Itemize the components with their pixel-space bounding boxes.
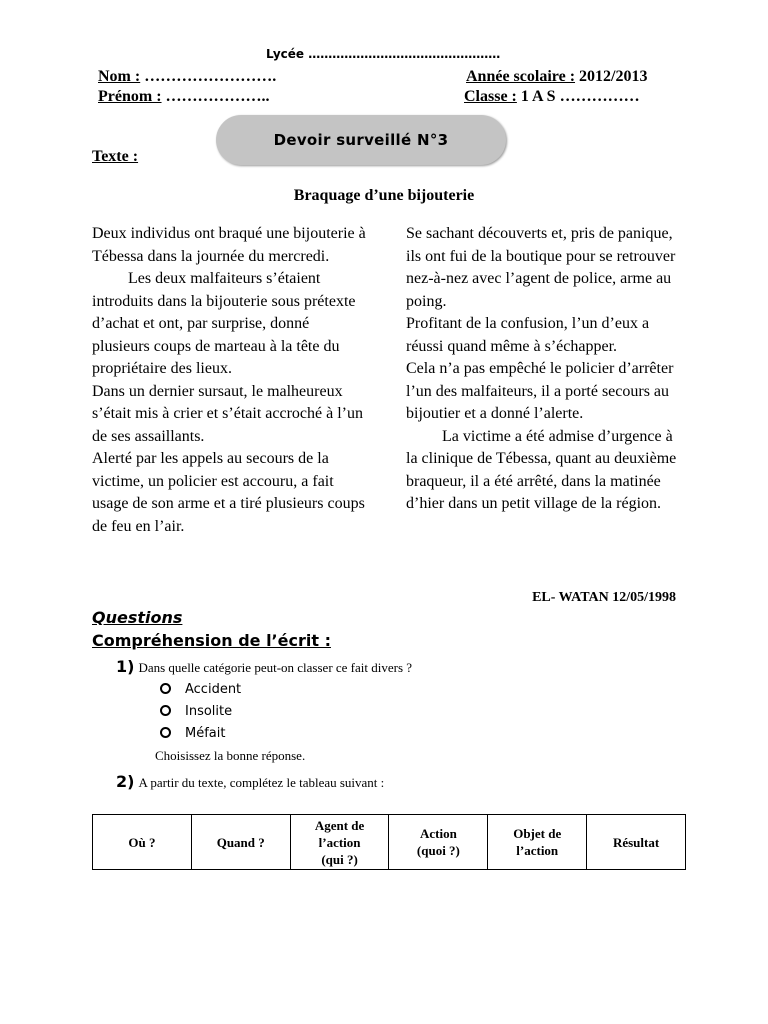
texte-label: Texte : (92, 148, 139, 165)
page-title: Devoir surveillé N°3 (273, 131, 449, 149)
annee-value: 2012/2013 (575, 68, 648, 85)
prenom-label: Prénom : (98, 88, 162, 105)
question-2 (116, 772, 384, 792)
header-action: Action (quoi ?) (389, 815, 488, 870)
option-label: Méfait (185, 726, 226, 741)
classe-line (464, 88, 640, 106)
paragraph: Les deux malfaiteurs s’étaient introduits dans la bijouterie sous prétexte d’achat et ont, par surprise, donné plusieurs coups de marteau à la tête du propriétaire des lieux. (92, 270, 356, 377)
prenom-value: ……………….. (161, 88, 270, 105)
nom-value: ……………………. (140, 68, 277, 85)
instruction-text: Choisissez la bonne réponse. (155, 748, 306, 763)
option-insolite (160, 704, 232, 719)
paragraph: Dans un dernier sursaut, le malheureux s’était mis à crier et s’était accroché à l’un de ses assaillants. (92, 382, 363, 445)
header-resultat: Résultat (587, 815, 686, 870)
header-objet: Objet de l’action (488, 815, 587, 870)
classe-label: Classe : (464, 88, 517, 105)
option-label: Accident (185, 682, 242, 697)
question-text: A partir du texte, complétez le tableau suivant : (138, 775, 385, 790)
header-ou: Où ? (93, 815, 192, 870)
question-number: 2) (116, 772, 135, 791)
bullet-circle-icon (160, 683, 171, 694)
annee-line (466, 68, 647, 86)
question-number: 1) (116, 657, 135, 676)
title-pill (216, 115, 506, 165)
text-column-left (92, 223, 367, 538)
comprehension-heading: Compréhension de l’écrit : (92, 631, 331, 650)
lycee-line: Lycée ………………………………………… (266, 47, 501, 61)
header-agent: Agent de l’action (qui ?) (290, 815, 389, 870)
option-label: Insolite (185, 704, 233, 719)
questions-heading: Questions (92, 608, 183, 627)
prenom-line (98, 88, 270, 106)
source-citation: EL- WATAN 12/05/1998 (532, 590, 676, 605)
paragraph: Profitant de la confusion, l’un d’eux a réussi quand même à s’échapper. (406, 315, 650, 355)
bullet-circle-icon (160, 727, 171, 738)
article-title: Braquage d’une bijouterie (293, 187, 475, 204)
text-column-right (406, 223, 681, 516)
classe-value: 1 A S …………… (516, 88, 640, 105)
paragraph: Se sachant découverts et, pris de panique, ils ont fui de la boutique pour se retrouver nez-à-nez avec l’agent de police, arme au poing. (406, 225, 676, 310)
paragraph: La victime a été admise d’urgence à la clinique de Tébessa, quant au deuxième braqueur, il a été arrêté, dans la matinée d’hier dans un petit village de la région. (406, 427, 677, 512)
paragraph: Cela n’a pas empêché le policier d’arrêter l’un des malfaiteurs, il a porté secours au bijoutier et a donné l’alerte. (406, 360, 674, 422)
option-accident (160, 682, 241, 697)
option-mefait (160, 726, 225, 741)
table-header-row (93, 815, 686, 870)
annee-label: Année scolaire : (466, 68, 576, 85)
bullet-circle-icon (160, 705, 171, 716)
header-quand: Quand ? (191, 815, 290, 870)
paragraph: Deux individus ont braqué une bijouterie à Tébessa dans la journée du mercredi. (92, 225, 366, 265)
question-1 (116, 657, 412, 677)
nom-line (98, 68, 276, 86)
answer-table (92, 814, 686, 870)
question-text: Dans quelle catégorie peut-on classer ce fait divers ? (138, 660, 413, 675)
nom-label: Nom : (98, 68, 141, 85)
paragraph: Alerté par les appels au secours de la victime, un policier est accouru, a fait usage de son arme et a tiré plusieurs coups de feu en l’air. (92, 450, 365, 535)
